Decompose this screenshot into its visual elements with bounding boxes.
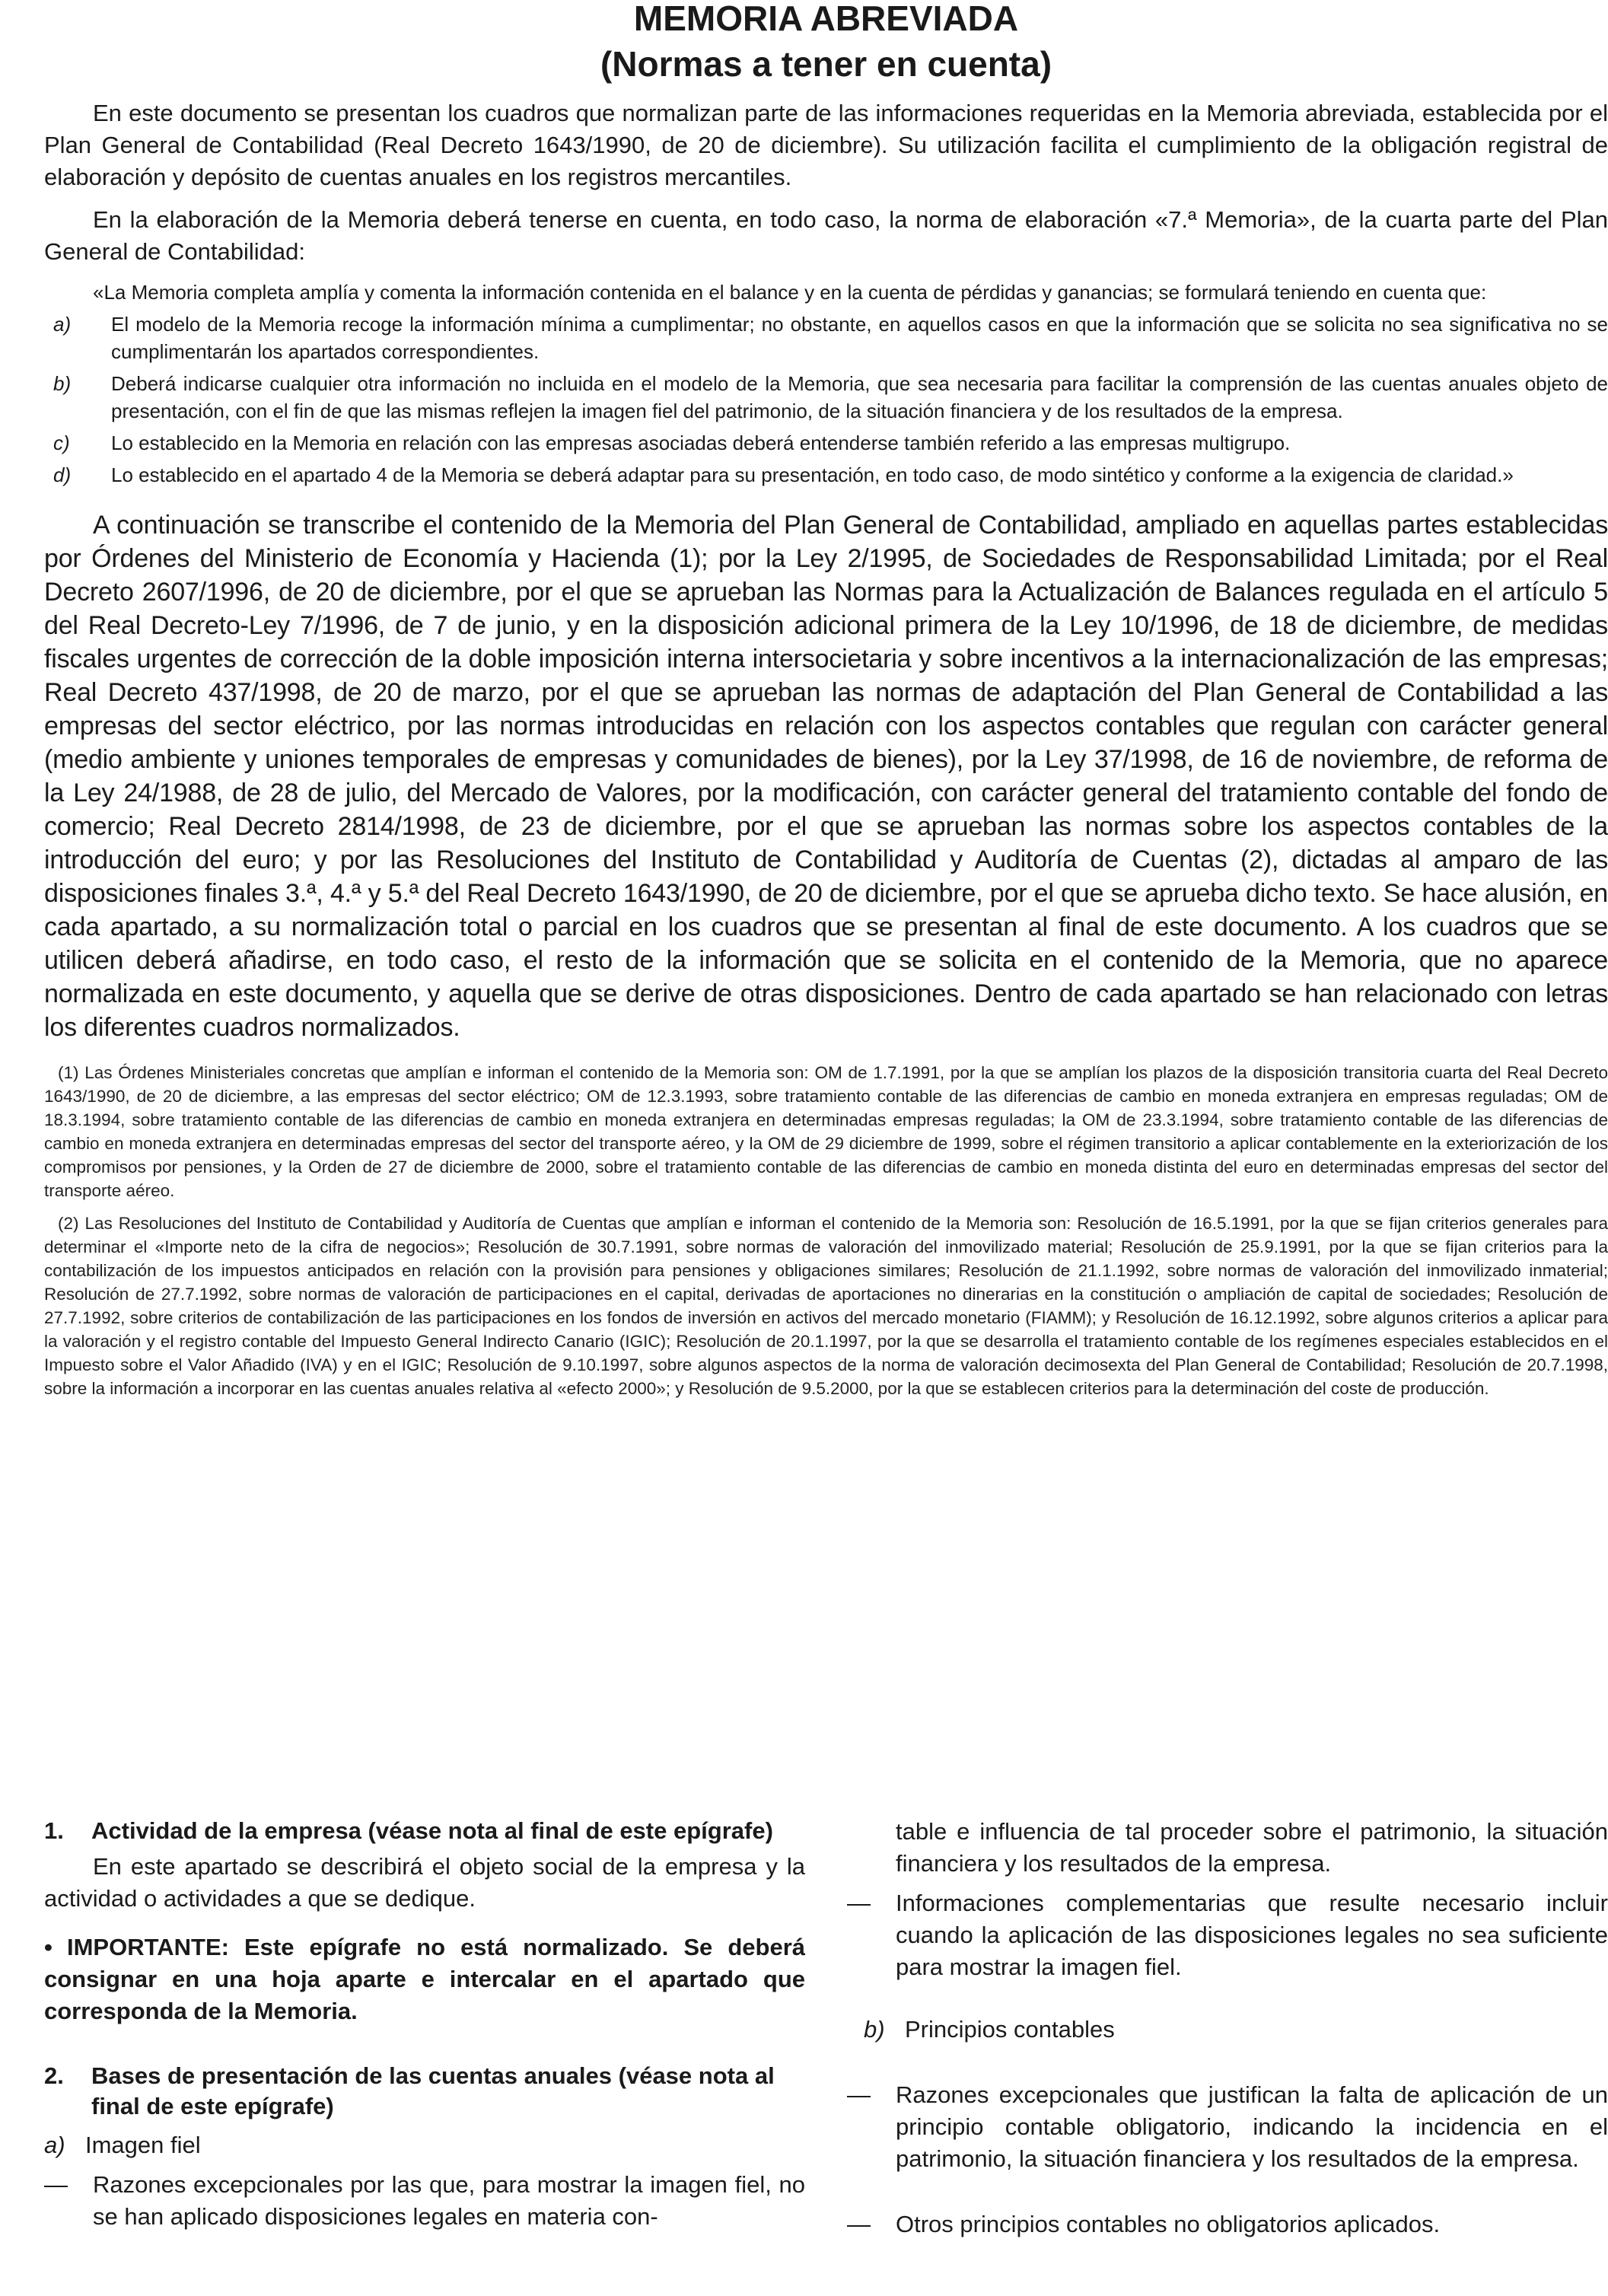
dash-marker: — bbox=[44, 2171, 68, 2198]
section-2-heading bbox=[44, 2061, 805, 2122]
quote-item-letter: c) bbox=[53, 431, 70, 454]
subsection-letter: b) bbox=[864, 2016, 885, 2043]
dash-text: Razones excepcionales que justifican la falta de aplicación de un principio contable obligatorio, indicando la incidencia en el patrimonio, la situación financiera y los resultados de la empresa. bbox=[896, 2081, 1608, 2172]
dash-marker: — bbox=[847, 2081, 871, 2108]
intro-paragraph-1: En este documento se presentan los cuadros que normalizan parte de las informaciones requeridas en la Memoria abreviada, establecida por el Plan General de Contabilidad (Real Decreto 1643/1990, de 20 de diciembre). Su utilización facilita el cumplimiento de la obligación registral de elaboración y depósito de cuentas anuales en los registros mercantiles. bbox=[44, 100, 1608, 190]
document-title: MEMORIA ABREVIADA bbox=[633, 0, 1019, 38]
section-number: 1. bbox=[44, 1817, 64, 1844]
document-page bbox=[44, 0, 1608, 2296]
two-column-section bbox=[44, 1816, 1608, 2240]
quote-item-letter: b) bbox=[53, 372, 72, 395]
quote-item-b bbox=[44, 370, 1608, 425]
quote-item-letter: a) bbox=[53, 313, 72, 336]
dash-item bbox=[847, 2208, 1608, 2240]
section-title: Bases de presentación de las cuentas anuales (véase nota al final de este epígrafe) bbox=[91, 2062, 775, 2119]
right-column bbox=[847, 1816, 1608, 2240]
section-title: Actividad de la empresa (véase nota al final de este epígrafe) bbox=[91, 1817, 773, 1844]
dash-text-continued: table e influencia de tal proceder sobre el patrimonio, la situación financiera y los resultados de la empresa. bbox=[896, 1818, 1608, 1877]
dash-marker: — bbox=[847, 2211, 871, 2237]
footnote-2: (2) Las Resoluciones del Instituto de Contabilidad y Auditoría de Cuentas que amplían e informan el contenido de la Memoria son: Resolución de 16.5.1991, por la que se fijan criterios generales para determinar el «Importe neto de la cifra de negocios»; Resolución de 30.7.1991, sobre normas de valoración del inmovilizado material; Resolución de 25.9.1991, por la que se fijan criterios para la contabilización de los impuestos anticipados en relación con la provisión para pensiones y obligaciones similares; Resolución de 21.1.1992, sobre normas de valoración del inmovilizado inmaterial; Resolución de 27.7.1992, sobre normas de valoración de participaciones en el capital, derivadas de aportaciones no dinerarias en la constitución o ampliación de capital de sociedades; Resolución de 27.7.1992, sobre criterios de contabilización de las participaciones en los fondos de inversión en activos del mercado monetario (FIAMM); y Resolución de 16.12.1992, sobre algunos criterios a aplicar para la valoración y el registro contable del Impuesto General Indirecto Canario (IGIC); Resolución de 20.1.1997, por la que se desarrolla el tratamiento contable de los regímenes especiales establecidos en el Impuesto sobre el Valor Añadido (IVA) y en el IGIC; Resolución de 9.10.1997, sobre algunos aspectos de la norma de valoración decimosexta del Plan General de Contabilidad; Resolución de 20.7.1998, sobre la información a incorporar en las cuentas anuales relativa al «efecto 2000»; y Resolución de 9.5.2000, por la que se establecen criterios para la determinación del coste de producción. bbox=[44, 1214, 1608, 1398]
section-number: 2. bbox=[44, 2062, 64, 2089]
document-subtitle: (Normas a tener en cuenta) bbox=[600, 44, 1052, 84]
quote-item-letter: d) bbox=[53, 463, 72, 486]
left-column bbox=[44, 1816, 805, 2240]
important-notice bbox=[44, 1931, 805, 2027]
quote-item-text: Lo establecido en el apartado 4 de la Memoria se deberá adaptar para su presentación, en todo caso, de modo sintético y conforme a la exigencia de claridad.» bbox=[111, 463, 1514, 486]
bullet-icon: • bbox=[44, 1934, 53, 1960]
quote-item-c bbox=[44, 429, 1608, 457]
subsection-a bbox=[44, 2129, 805, 2161]
dash-text: Otros principios contables no obligatorios aplicados. bbox=[896, 2211, 1441, 2237]
footnote-1: (1) Las Órdenes Ministeriales concretas que amplían e informan el contenido de la Memoria son: OM de 1.7.1991, por la que se amplían los plazos de la disposición transitoria cuarta del Real Decreto 1643/1990, de 20 de diciembre, a las empresas del sector eléctrico; OM de 12.3.1993, sobre tratamiento contable de las diferencias de cambio en moneda extranjera en empresas reguladas; OM de 18.3.1994, sobre tratamiento contable de las diferencias de cambio en moneda extranjera en determinadas empresas reguladas; la OM de 23.3.1994, sobre tratamiento contable de las diferencias de cambio en moneda extranjera en determinadas empresas del sector del transporte aéreo, y la OM de 29 diciembre de 1999, sobre el régimen transitorio a aplicar contablemente en la exteriorización de los compromisos por pensiones, y la Orden de 27 de diciembre de 2000, sobre el tratamiento contable de las diferencias de cambio en moneda distinta del euro en determinadas empresas del sector del transporte aéreo. bbox=[44, 1063, 1608, 1200]
dash-text: Informaciones complementarias que resulte necesario incluir cuando la aplicación de las disposiciones legales no sea suficiente para mostrar la imagen fiel. bbox=[896, 1890, 1608, 1980]
quote-item-text: Lo establecido en la Memoria en relación con las empresas asociadas deberá entenderse también referido a las empresas multigrupo. bbox=[111, 431, 1291, 454]
subsection-b bbox=[847, 2014, 1608, 2046]
main-paragraph: A continuación se transcribe el contenido de la Memoria del Plan General de Contabilidad, ampliado en aquellas partes establecidas por Órdenes del Ministerio de Economía y Hacienda (1); por la Ley 2/1995, de Sociedades de Responsabilidad Limitada; por el Real Decreto 2607/1996, de 20 de diciembre, por el que se aprueban las Normas para la Actualización de Balances regulada en el artículo 5 del Real Decreto-Ley 7/1996, de 7 de junio, y en la disposición adicional primera de la Ley 10/1996, de 18 de diciembre, de medidas fiscales urgentes de corrección de la doble imposición interna intersocietaria y sobre incentivos a la internacionalización de las empresas; Real Decreto 437/1998, de 20 de marzo, por el que se aprueban las normas de adaptación del Plan General de Contabilidad a las empresas del sector eléctrico, por las normas introducidas en relación con los aspectos contables que regulan con carácter general (medio ambiente y uniones temporales de empresas y comunidades de bienes), por la Ley 37/1998, de 16 de noviembre, de reforma de la Ley 24/1988, de 28 de julio, del Mercado de Valores, por la modificación, con carácter general del tratamiento contable del fondo de comercio; Real Decreto 2814/1998, de 23 de diciembre, por el que se aprueban las normas sobre los aspectos contables de la introducción del euro; y por las Resoluciones del Instituto de Contabilidad y Auditoría de Cuentas (2), dictadas al amparo de las disposiciones finales 3.ª, 4.ª y 5.ª del Real Decreto 1643/1990, de 20 de diciembre, por el que se aprueba dicho texto. Se hace alusión, en cada apartado, a su normalización total o parcial en los cuadros que se presentan al final de este documento. A los cuadros que se utilicen deberá añadirse, en todo caso, el resto de la información que se solicita en el contenido de la Memoria, que no aparece normalizada en este documento, y aquella que se derive de otras disposiciones. Dentro de cada apartado se han relacionado con letras los diferentes cuadros normalizados. bbox=[44, 511, 1608, 1042]
section-1-body: En este apartado se describirá el objeto social de la empresa y la actividad o actividades a que se dedique. bbox=[44, 1853, 805, 1912]
dash-marker: — bbox=[847, 1890, 871, 1916]
section-1-heading bbox=[44, 1816, 805, 1846]
quote-item-text: El modelo de la Memoria recoge la información mínima a cumplimentar; no obstante, en aquellos casos en que la información que se solicita no sea significativa no se cumplimentarán los apartados correspondientes. bbox=[111, 313, 1608, 363]
subsection-label: Imagen fiel bbox=[85, 2132, 201, 2158]
quote-lead: «La Memoria completa amplía y comenta la información contenida en el balance y en la cuenta de pérdidas y ganancias; se formulará teniendo en cuenta que: bbox=[93, 281, 1487, 304]
important-text: IMPORTANTE: Este epígrafe no está normalizado. Se deberá consignar en una hoja aparte e intercalar en el apartado que corresponda de la Memoria. bbox=[44, 1934, 805, 2024]
intro-paragraph-2: En la elaboración de la Memoria deberá tenerse en cuenta, en todo caso, la norma de elaboración «7.ª Memoria», de la cuarta parte del Plan General de Contabilidad: bbox=[44, 206, 1608, 265]
dash-item bbox=[847, 2079, 1608, 2175]
subsection-label: Principios contables bbox=[905, 2016, 1115, 2043]
quote-item-text: Deberá indicarse cualquier otra información no incluida en el modelo de la Memoria, que sea necesaria para facilitar la comprensión de las cuentas anuales objeto de presentación, con el fin de que las mismas reflejen la imagen fiel del patrimonio, de la situación financiera y de los resultados de la empresa. bbox=[111, 372, 1608, 422]
quote-item-a bbox=[44, 310, 1608, 365]
dash-item bbox=[44, 2169, 805, 2233]
dash-item bbox=[847, 1887, 1608, 1983]
quote-item-d bbox=[44, 461, 1608, 489]
subsection-letter: a) bbox=[44, 2132, 65, 2158]
dash-text: Razones excepcionales por las que, para mostrar la imagen fiel, no se han aplicado disposiciones legales en materia con- bbox=[93, 2171, 805, 2230]
